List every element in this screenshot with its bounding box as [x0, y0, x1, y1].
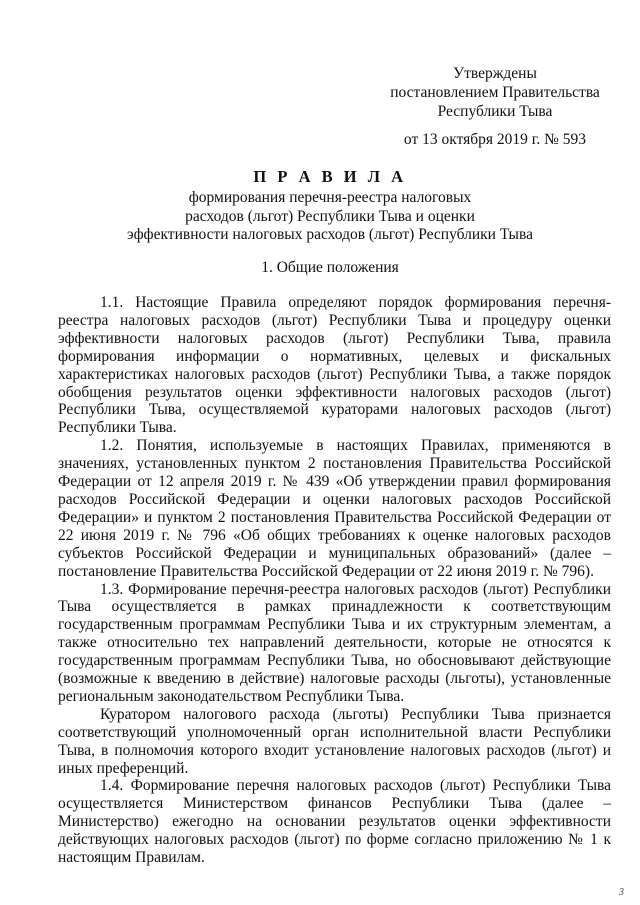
approval-line-2: постановлением Правительства — [390, 84, 600, 101]
section-heading: 1. Общие положения — [261, 259, 399, 276]
approval-stamp — [380, 64, 610, 149]
document-title — [60, 167, 600, 245]
title-subtitle-line-1: формирования перечня-реестра налоговых — [188, 189, 472, 206]
title-main: П Р А В И Л А — [253, 167, 407, 186]
title-subtitle-line-2: расходов (льгот) Республики Тыва и оценки — [185, 207, 475, 225]
paragraph-1-4: 1.4. Формирование перечня налоговых расходов (льгот) Республики Тыва осуществляется Министерством финансов Республики Тыва (далее – Министерство) ежегодно на основании результатов оценки эффективности действующих налоговых расходов (льгот) по форме согласно приложению № 1 к настоящим Правилам. — [58, 777, 611, 867]
approval-line-1: Утверждены — [453, 65, 537, 82]
document-body — [58, 294, 611, 867]
page-number: 3 — [619, 887, 624, 898]
approval-line-3: Республики Тыва — [437, 103, 553, 120]
title-subtitle-line-3: эффективности налоговых расходов (льгот) Республики Тыва — [127, 226, 533, 243]
paragraph-curator: Куратором налогового расхода (льготы) Республики Тыва признается соответствующий уполномоченный орган исполнительной власти Республики Тыва, в полномочия которого входит установление налоговых расходов (льгот) и иных преференций. — [58, 705, 611, 777]
paragraph-1-2: 1.2. Понятия, используемые в настоящих Правилах, применяются в значениях, установленных пунктом 2 постановления Правительства Российской Федерации от 12 апреля 2019 г. № 439 «Об утверждении правил формирования расходов Российской Федерации и оценки налоговых расходов Российской Федерации» и пунктом 2 постановления Правительства Российской Федерации от 22 июня 2019 г. № 796 «Об общих требованиях к оценке налоговых расходов субъектов Российской Федерации и муниципальных образований» (далее – постановление Правительства Российской Федерации от 22 июня 2019 г. № 796). — [58, 437, 611, 580]
paragraph-1-3: 1.3. Формирование перечня-реестра налоговых расходов (льгот) Республики Тыва осуществляется в рамках принадлежности к соответствующим государственным программам Республики Тыва и их структурным элементам, а также относительно тех направлений деятельности, которые не относятся к государственным программам Республики Тыва, но обосновывают действующие (возможные к введению в действие) налоговые расходы (льготы), установленные региональным законодательством Республики Тыва. — [58, 580, 611, 705]
approval-date: от 13 октября 2019 г. № 593 — [403, 131, 587, 148]
paragraph-1-1: 1.1. Настоящие Правила определяют порядок формирования перечня-реестра налоговых расходов (льгот) Республики Тыва и процедуру оценки эффективности налоговых расходов (льгот) Республики Тыва, правила формирования информации о нормативных, целевых и фискальных характеристиках налоговых расходов (льгот) Республики Тыва, а также порядок обобщения результатов оценки эффективности налоговых расходов (льгот) Республики Тыва, осуществляемой кураторами налоговых расходов (льгот) Республики Тыва. — [58, 294, 611, 437]
